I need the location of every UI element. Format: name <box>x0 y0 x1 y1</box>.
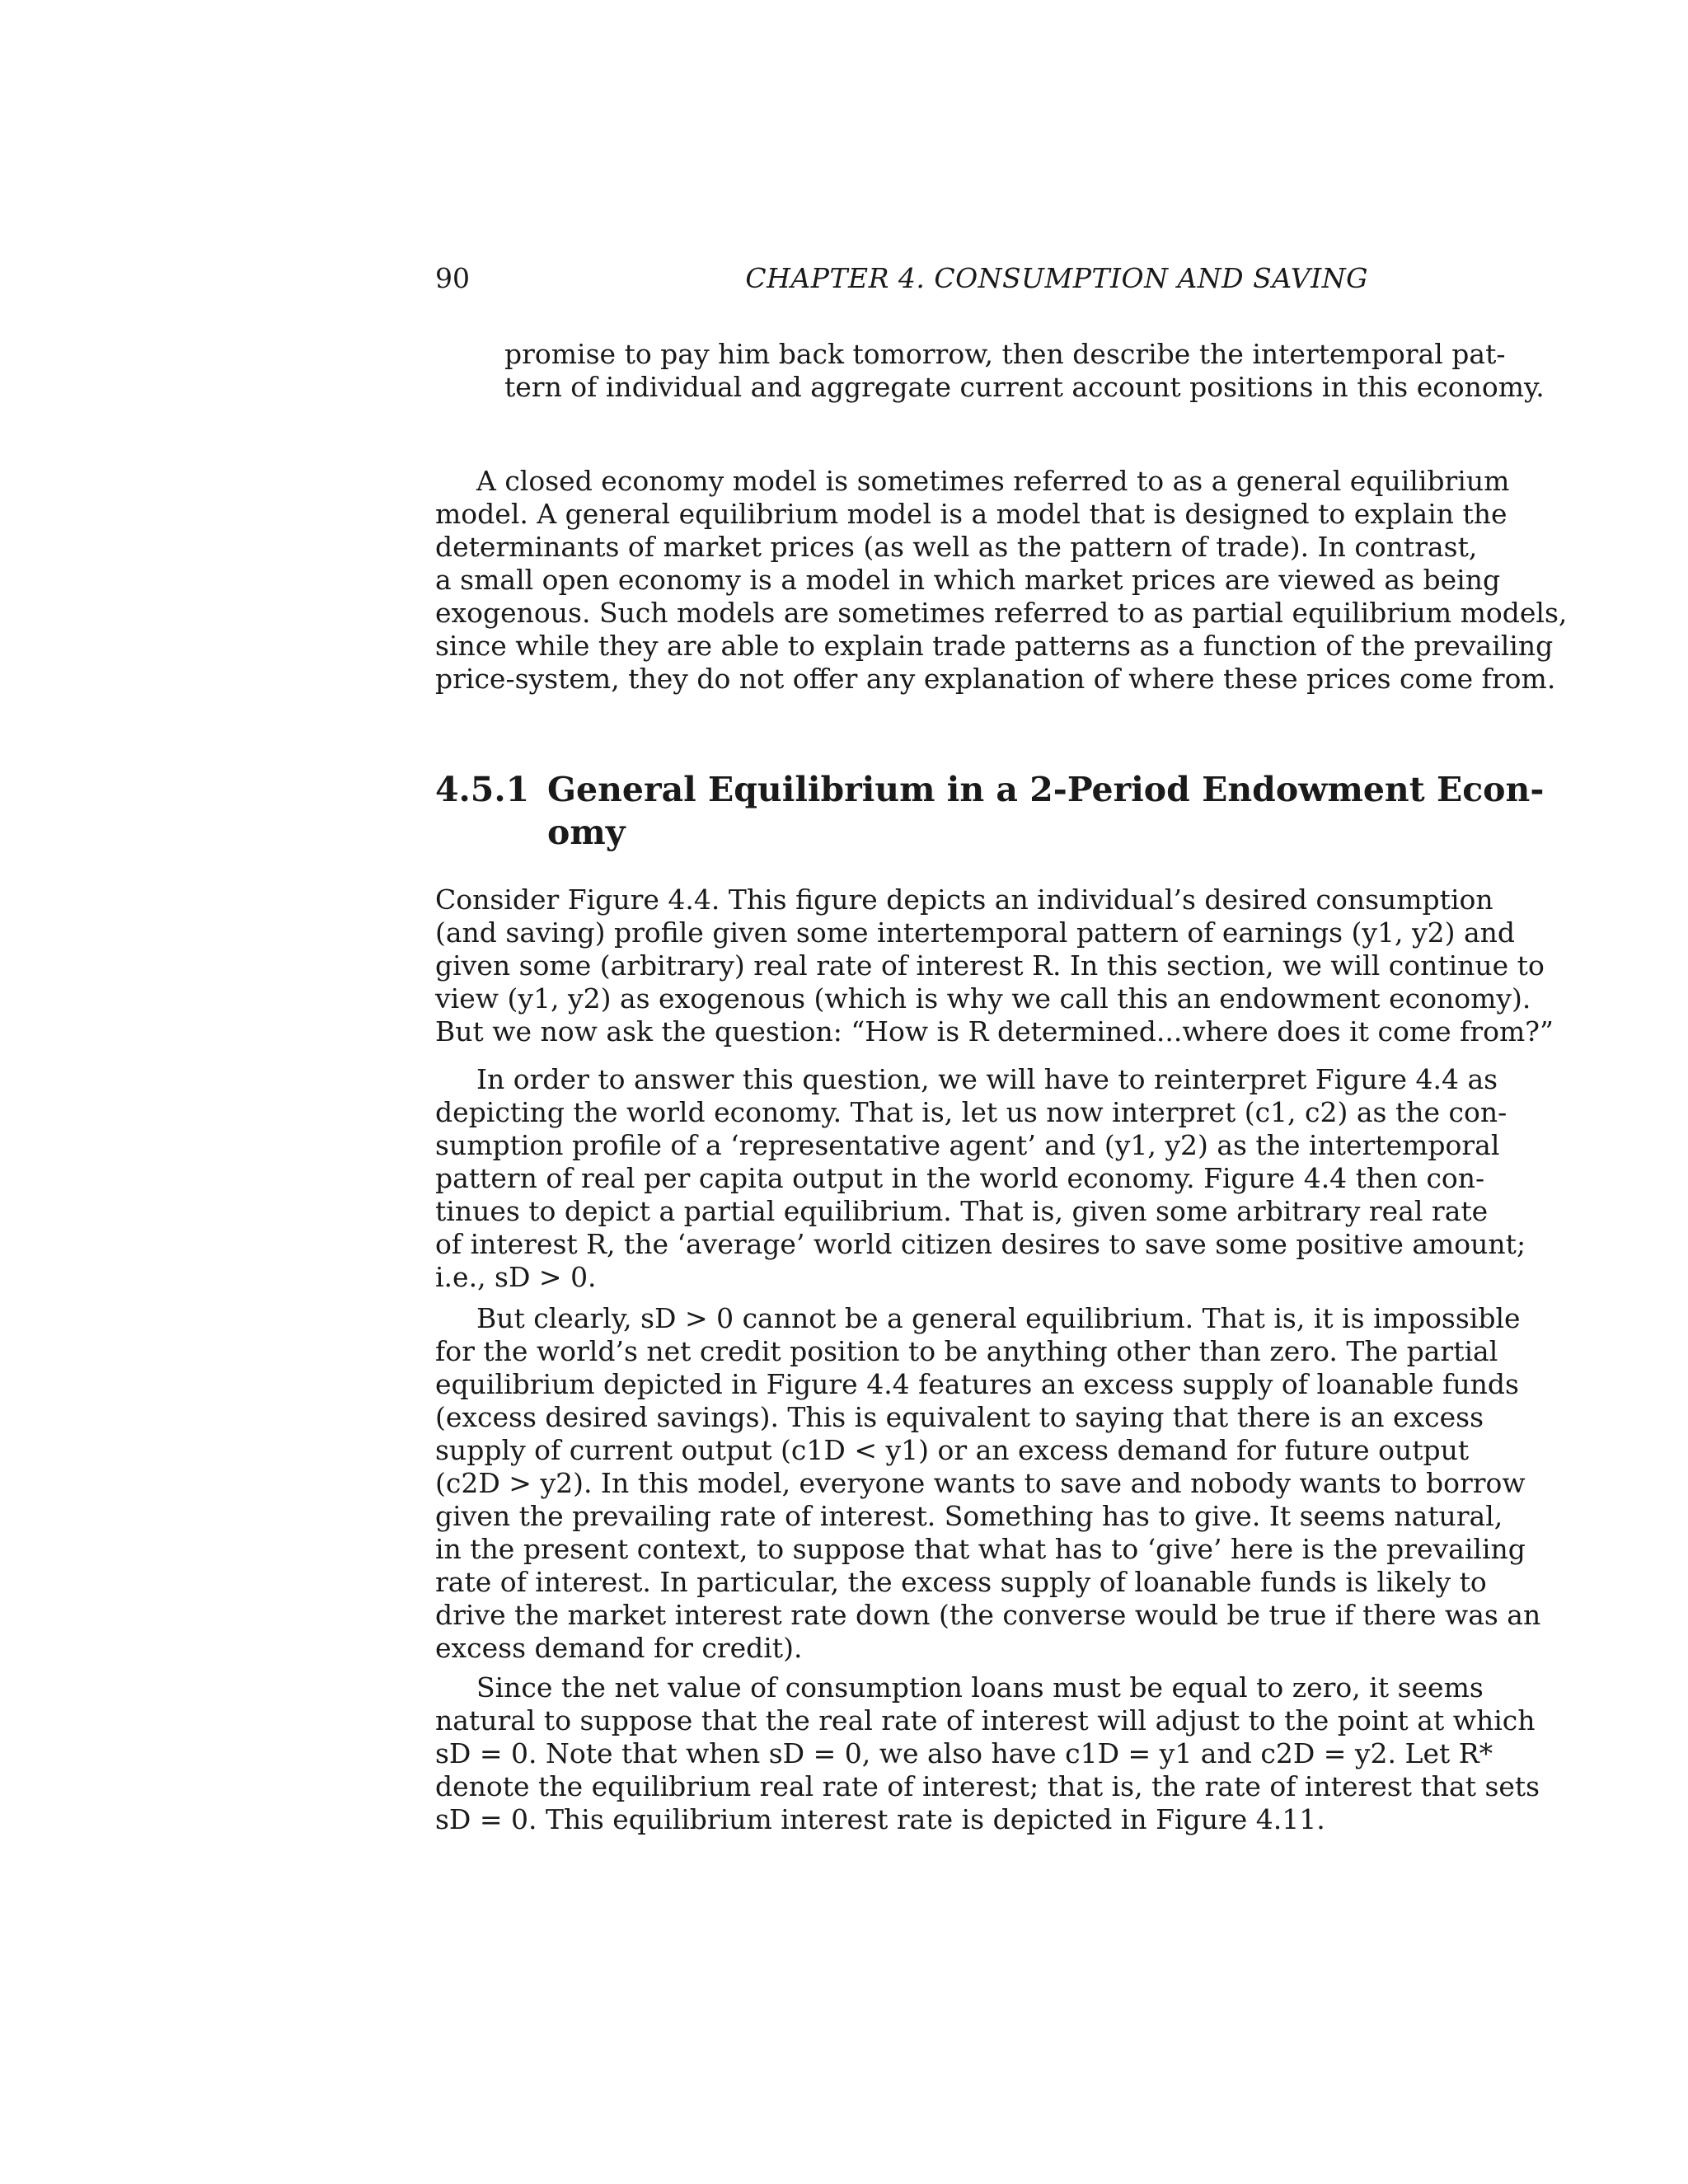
text-line: given the prevailing rate of interest. Something has to give. It seems natural, <box>435 1500 1503 1532</box>
text-line: for the world’s net credit position to be anything other than zero. The partial <box>435 1335 1498 1367</box>
text-line: sD = 0. Note that when sD = 0, we also have c1D = y1 and c2D = y2. Let R* <box>435 1737 1493 1769</box>
text-line: Since the net value of consumption loans must be equal to zero, it seems <box>476 1671 1484 1704</box>
text-line: price-system, they do not offer any explanation of where these prices come from. <box>435 663 1556 695</box>
text-line: A closed economy model is sometimes referred to as a general equilibrium <box>476 465 1510 497</box>
paragraph-reinterpret <box>435 1063 1526 1294</box>
page-number: 90 <box>435 262 470 294</box>
paragraph-since-net-value <box>435 1671 1540 1836</box>
text-line: sumption profile of a ‘representative agent’ and (y1, y2) as the intertemporal <box>435 1129 1500 1161</box>
text-line: pattern of real per capita output in the world economy. Figure 4.4 then con- <box>435 1162 1485 1194</box>
paragraph-closed-economy <box>435 465 1568 696</box>
text-line: depicting the world economy. That is, let us now interpret (c1, c2) as the con- <box>435 1096 1507 1128</box>
text-line: (excess desired savings). This is equivalent to saying that there is an excess <box>435 1401 1484 1433</box>
text-line: natural to suppose that the real rate of interest will adjust to the point at which <box>435 1704 1536 1736</box>
text-line: model. A general equilibrium model is a model that is designed to explain the <box>435 498 1507 530</box>
text-line: denote the equilibrium real rate of interest; that is, the rate of interest that sets <box>435 1770 1540 1802</box>
text-line: excess demand for credit). <box>435 1632 803 1664</box>
text-line: supply of current output (c1D < y1) or an excess demand for future output <box>435 1434 1470 1466</box>
text-line: equilibrium depicted in Figure 4.4 features an excess supply of loanable funds <box>435 1368 1519 1400</box>
text-line: exogenous. Such models are sometimes referred to as partial equilibrium models, <box>435 597 1568 629</box>
text-line: tern of individual and aggregate current account positions in this economy. <box>504 371 1545 403</box>
text-line: given some (arbitrary) real rate of interest R. In this section, we will continue to <box>435 949 1545 982</box>
text-line: rate of interest. In particular, the excess supply of loanable funds is likely to <box>435 1566 1487 1598</box>
running-header <box>435 262 1368 303</box>
text-line: But we now ask the question: “How is R determined...where does it come from?” <box>435 1015 1554 1047</box>
text-line: a small open economy is a model in which market prices are viewed as being <box>435 564 1501 596</box>
text-line: since while they are able to explain trade patterns as a function of the prevailing <box>435 630 1554 662</box>
text-line: tinues to depict a partial equilibrium. That is, given some arbitrary real rate <box>435 1195 1489 1227</box>
paragraph-consider-figure <box>435 883 1554 1048</box>
text-line: But clearly, sD > 0 cannot be a general equilibrium. That is, it is impossible <box>476 1302 1521 1334</box>
text-line: drive the market interest rate down (the converse would be true if there was an <box>435 1599 1541 1631</box>
text-line: in the present context, to suppose that what has to ‘give’ here is the prevailing <box>435 1533 1526 1565</box>
text-line: determinants of market prices (as well as the pattern of trade). In contrast, <box>435 531 1478 563</box>
section-number: 4.5.1 <box>435 770 530 809</box>
text-line: promise to pay him back tomorrow, then describe the intertemporal pat- <box>504 338 1506 370</box>
text-line: (c2D > y2). In this model, everyone wants to save and nobody wants to borrow <box>435 1467 1526 1499</box>
section-title-line: General Equilibrium in a 2-Period Endowment Econ- <box>547 770 1545 809</box>
section-title-line: omy <box>547 813 626 852</box>
text-line: Consider Figure 4.4. This figure depicts an individual’s desired consumption <box>435 883 1493 916</box>
exercise-continuation <box>504 338 1545 404</box>
text-line: i.e., sD > 0. <box>435 1261 597 1293</box>
section-title <box>547 768 1545 854</box>
text-line: In order to answer this question, we will have to reinterpret Figure 4.4 as <box>476 1063 1498 1095</box>
chapter-title: CHAPTER 4. CONSUMPTION AND SAVING <box>745 262 1368 294</box>
text-line: view (y1, y2) as exogenous (which is why we call this an endowment economy). <box>435 982 1531 1015</box>
text-line: of interest R, the ‘average’ world citizen desires to save some positive amount; <box>435 1228 1526 1260</box>
text-line: sD = 0. This equilibrium interest rate is depicted in Figure 4.11. <box>435 1803 1325 1835</box>
text-line: (and saving) profile given some intertemporal pattern of earnings (y1, y2) and <box>435 916 1516 949</box>
paragraph-but-clearly <box>435 1302 1541 1665</box>
